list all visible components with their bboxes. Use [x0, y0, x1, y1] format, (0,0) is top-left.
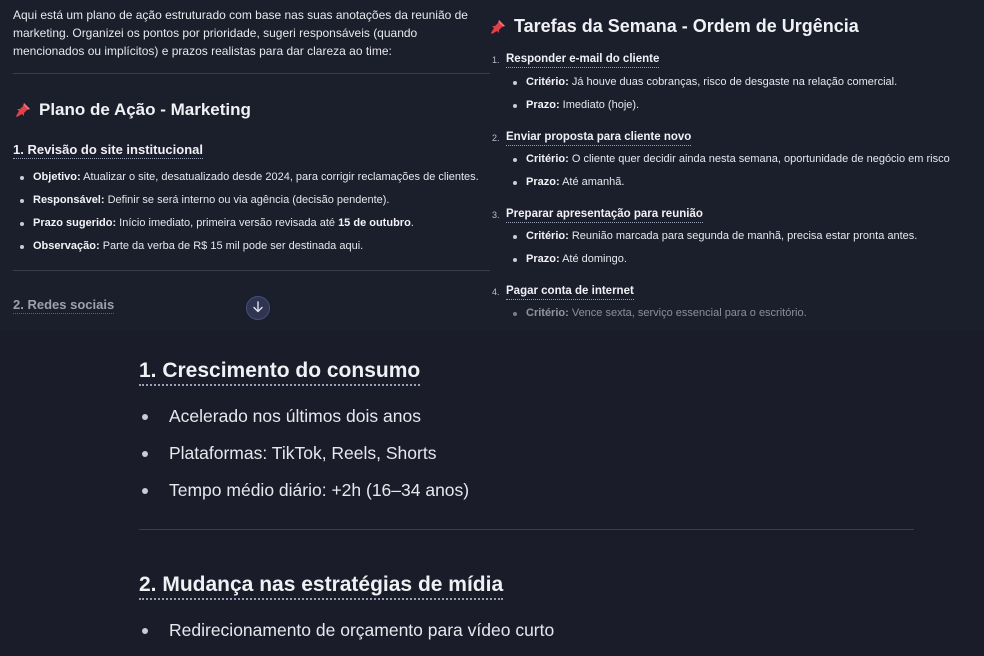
task-number: 4.	[492, 287, 500, 297]
list-item: Tempo médio diário: +2h (16–34 anos)	[139, 472, 469, 509]
list-item: Objetivo: Atualizar o site, desatualizado desde 2024, para corrigir reclamações de clientes.	[15, 166, 479, 189]
divider	[139, 529, 914, 530]
list-item: Prazo sugerido: Início imediato, primeira versão revisada até 15 de outubro.	[15, 212, 479, 235]
list-item: Critério: Reunião marcada para segunda de manhã, precisa estar pronta antes.	[508, 225, 917, 248]
task-number: 2.	[492, 133, 500, 143]
site-details-list	[15, 166, 479, 258]
task-number: 1.	[492, 55, 500, 65]
task-title-presentation: Preparar apresentação para reunião	[506, 207, 703, 223]
arrow-down-icon	[252, 301, 264, 316]
divider	[13, 73, 490, 74]
section-title-site: 1. Revisão do site institucional	[13, 142, 203, 157]
task-title-email: Responder e-mail do cliente	[506, 52, 659, 68]
list-item: Prazo: Imediato (hoje).	[508, 94, 897, 117]
media-list	[139, 612, 554, 649]
task-details-list	[508, 71, 897, 117]
tasks-heading-text: Tarefas da Semana - Ordem de Urgência	[514, 16, 859, 36]
task-number: 3.	[492, 210, 500, 220]
tasks-heading	[490, 16, 859, 37]
section-title-social: 2. Redes sociais	[13, 297, 115, 312]
task-title-proposal: Enviar proposta para cliente novo	[506, 130, 691, 146]
task-details-list	[508, 225, 917, 271]
list-item: Redirecionamento de orçamento para vídeo curto	[139, 612, 554, 649]
zoomed-chat-panel	[0, 330, 984, 656]
plan-heading	[15, 100, 251, 120]
list-item: Responsável: Definir se será interno ou via agência (decisão pendente).	[15, 189, 479, 212]
section-title-media: 2. Mudança nas estratégias de mídia	[139, 572, 503, 600]
task-details-list	[508, 148, 950, 194]
intro-text: Aqui está um plano de ação estruturado com base nas suas anotações da reunião de marketing. Organizei os pontos por prioridade, sugeri responsáveis (quando mencionados ou implícitos) e prazos realistas para dar clareza ao time:	[13, 8, 468, 58]
list-item: Critério: Já houve duas cobranças, risco de desgaste na relação comercial.	[508, 71, 897, 94]
task-details-list	[508, 302, 807, 325]
list-item: Plataformas: TikTok, Reels, Shorts	[139, 435, 469, 472]
right-chat-panel	[490, 0, 984, 330]
divider	[13, 270, 490, 271]
list-item: Prazo: Até domingo.	[508, 248, 917, 271]
pushpin-icon	[490, 19, 506, 35]
task-title-internet: Pagar conta de internet	[506, 284, 634, 300]
pushpin-icon	[15, 102, 31, 118]
list-item: Prazo: Até amanhã.	[508, 171, 950, 194]
section-title-consumption: 1. Crescimento do consumo	[139, 358, 420, 386]
left-chat-panel	[0, 0, 490, 330]
consumption-list	[139, 398, 469, 509]
plan-heading-text: Plano de Ação - Marketing	[39, 100, 251, 119]
scroll-down-button[interactable]	[246, 296, 270, 320]
list-item: Observação: Parte da verba de R$ 15 mil pode ser destinada aqui.	[15, 235, 479, 258]
list-item: Critério: Vence sexta, serviço essencial para o escritório.	[508, 302, 807, 325]
list-item: Critério: O cliente quer decidir ainda nesta semana, oportunidade de negócio em risco	[508, 148, 950, 171]
list-item: Acelerado nos últimos dois anos	[139, 398, 469, 435]
